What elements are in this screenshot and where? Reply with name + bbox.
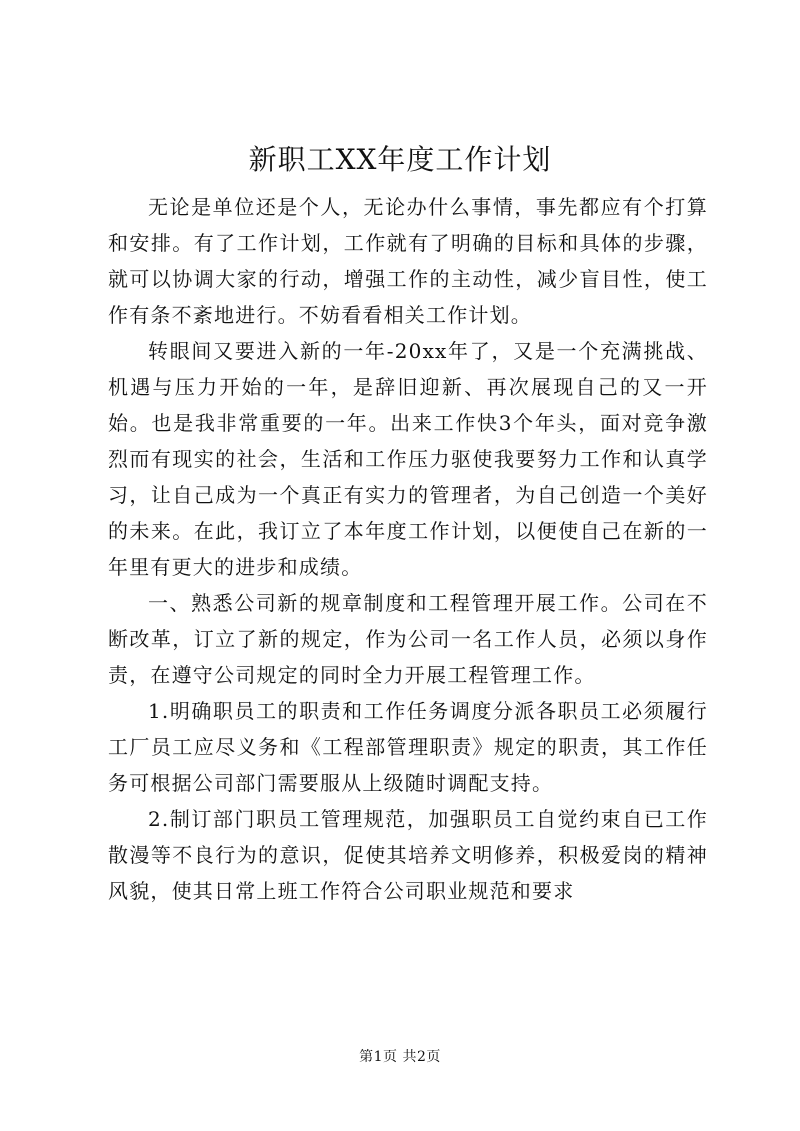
- document-title: 新职工XX年度工作计划: [248, 143, 552, 176]
- page-footer: 第1页 共2页: [359, 1049, 441, 1065]
- paragraph-item-two: 2.制订部门职员工管理规范，加强职员工自觉约束自已工作散漫等不良行为的意识，促使其培养文明修养，积极爱岗的精神风貌，使其日常上班工作符合公司职业规范和要求: [108, 807, 708, 903]
- paragraph-item-one: 1.明确职员工的职责和工作任务调度分派各职员工必须履行工厂员工应尽义务和《工程部管理职责》规定的职责，其工作任务可根据公司部门需要服从上级随时调配支持。: [108, 699, 708, 795]
- document-body: [108, 189, 708, 909]
- paragraph-section-one: 一、熟悉公司新的规章制度和工程管理开展工作。公司在不断改革，订立了新的规定，作为公司一名工作人员，必须以身作责，在遵守公司规定的同时全力开展工程管理工作。: [108, 591, 708, 687]
- paragraph-new-year: 转眼间又要进入新的一年-20xx年了，又是一个充满挑战、机遇与压力开始的一年，是辞旧迎新、再次展现自己的又一开始。也是我非常重要的一年。出来工作快3个年头，面对竞争激烈而有现实的社会，生活和工作压力驱使我要努力工作和认真学习，让自己成为一个真正有实力的管理者，为自己创造一个美好的未来。在此，我订立了本年度工作计划，以便使自己在新的一年里有更大的进步和成绩。: [108, 339, 708, 579]
- paragraph-intro: 无论是单位还是个人，无论办什么事情，事先都应有个打算和安排。有了工作计划，工作就有了明确的目标和具体的步骤，就可以协调大家的行动，增强工作的主动性，减少盲目性，使工作有条不紊地进行。不妨看看相关工作计划。: [108, 195, 708, 327]
